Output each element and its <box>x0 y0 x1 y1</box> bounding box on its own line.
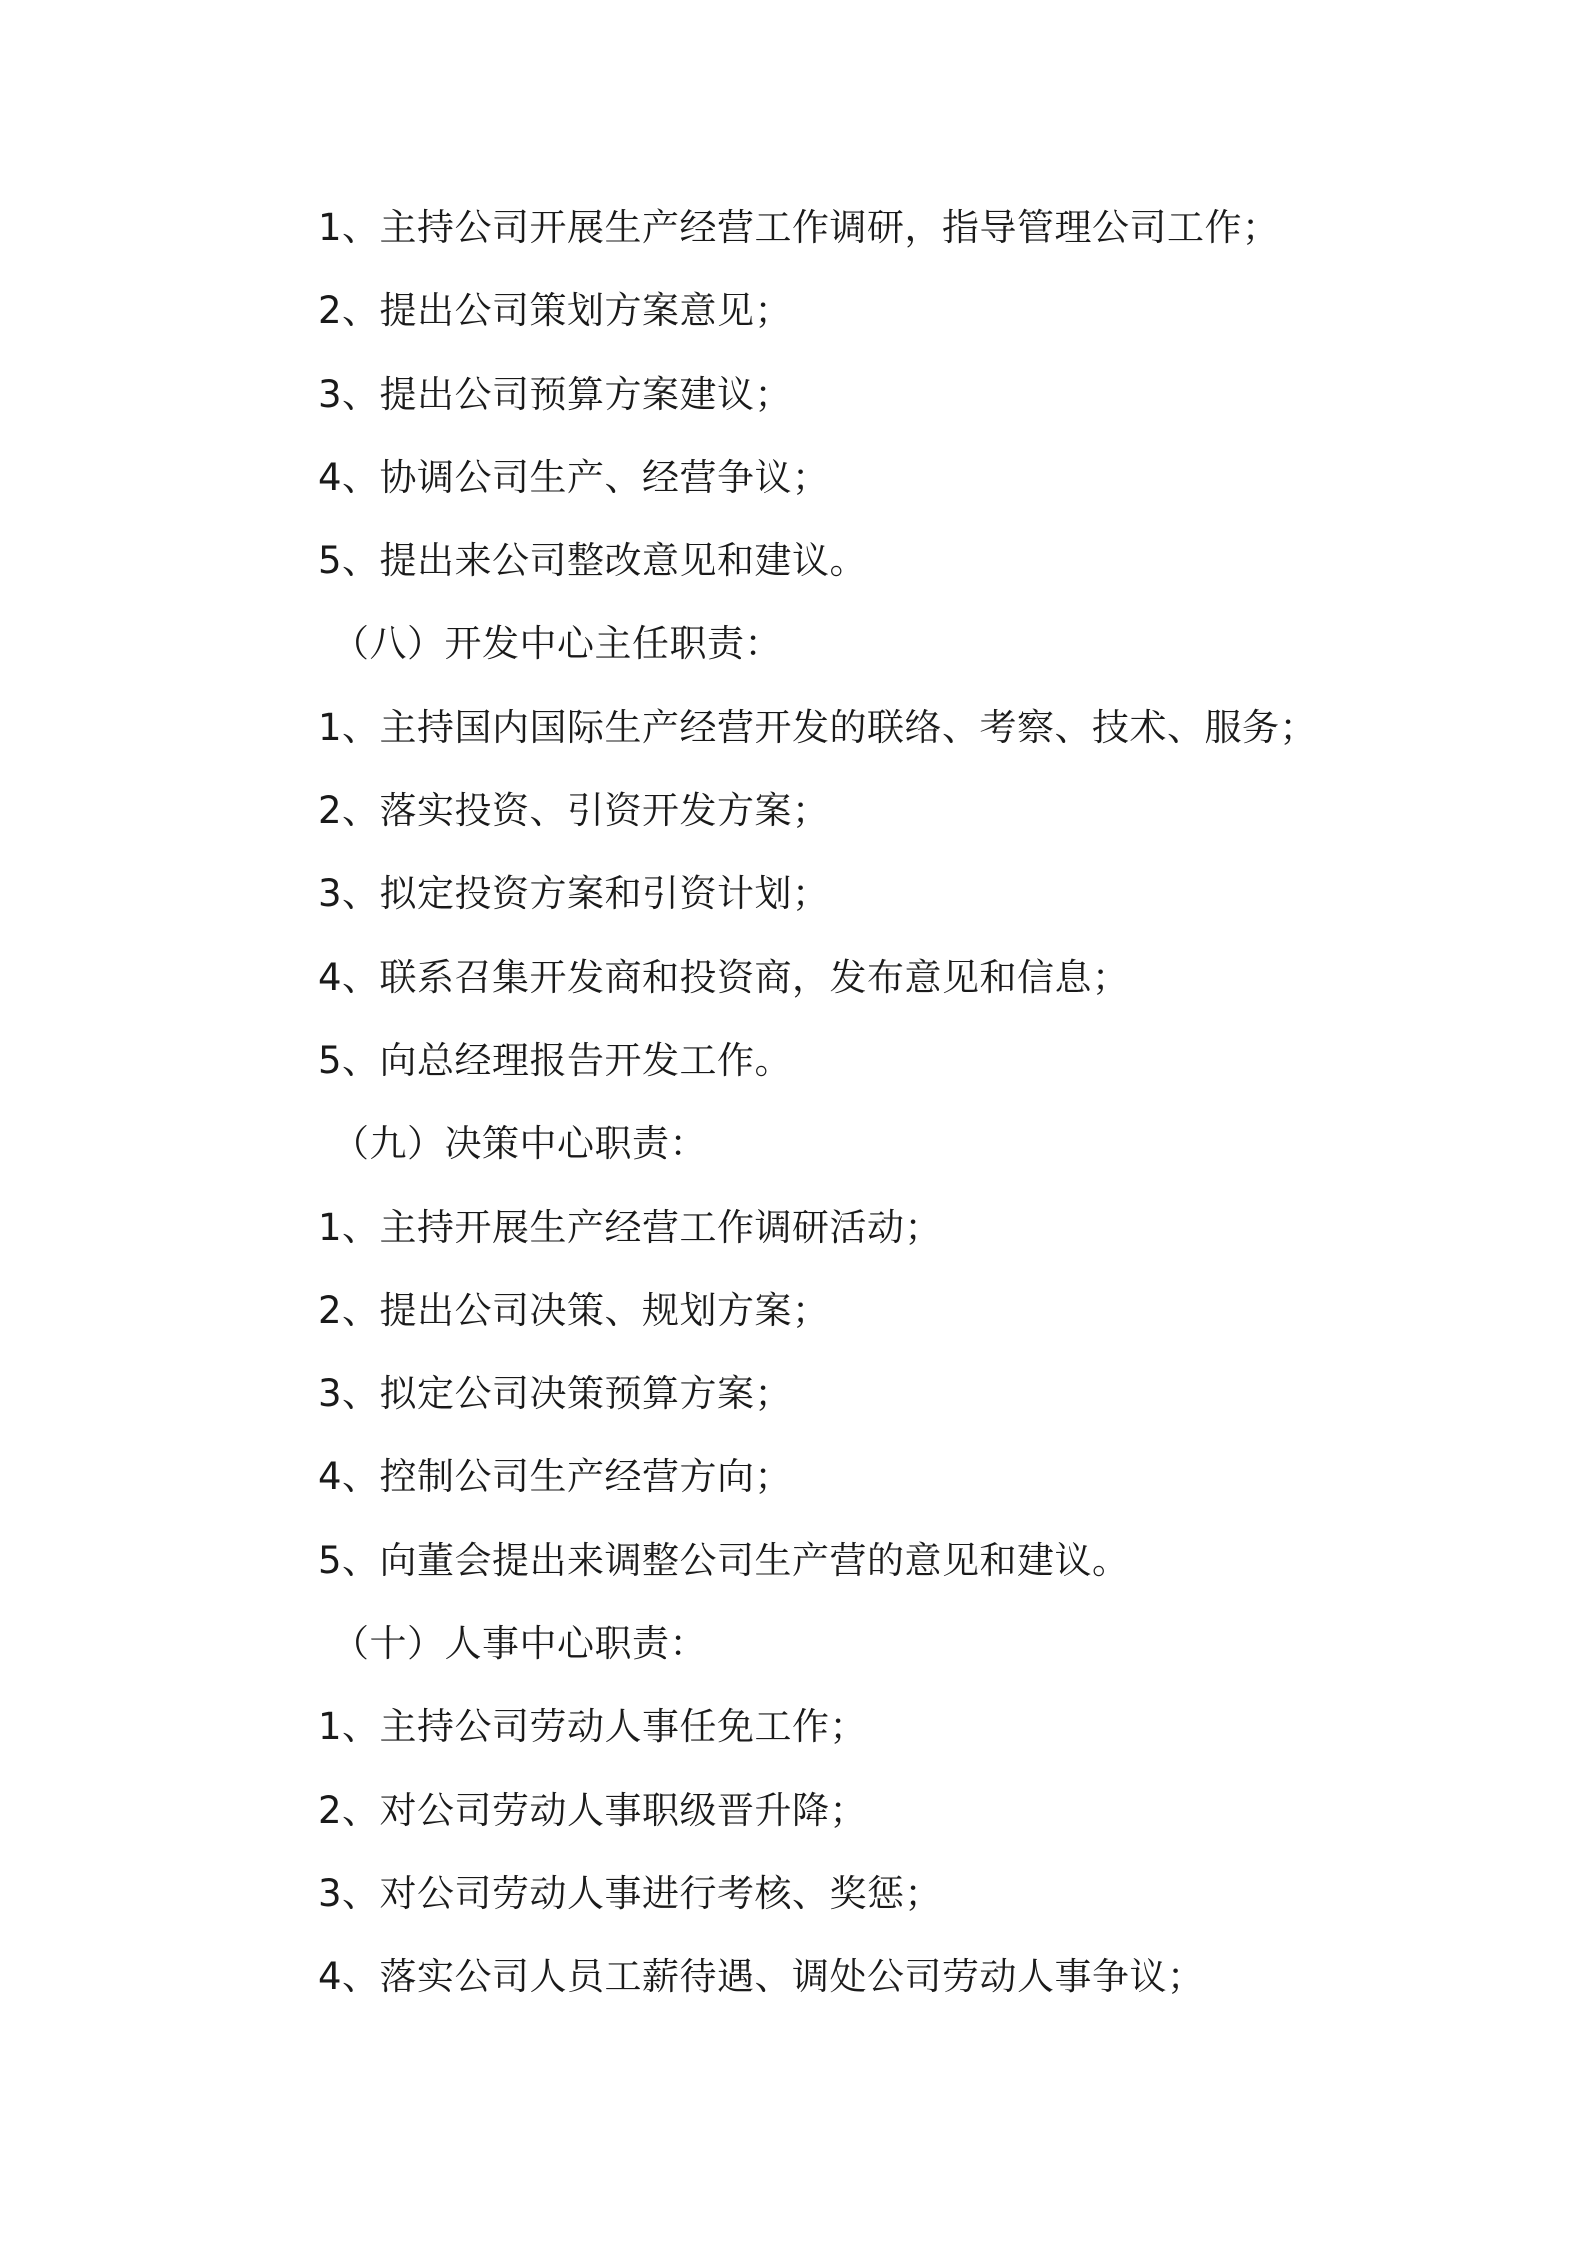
list-item-1: 1、主持公司开展生产经营工作调研，指导管理公司工作； <box>318 206 1280 249</box>
list-item-5: 5、向董会提出来调整公司生产营的意见和建议。 <box>318 1538 1130 1582</box>
list-item-5: 5、向总经理报告开发工作。 <box>318 1038 793 1082</box>
list-item-3: 3、对公司劳动人事进行考核、奖惩； <box>318 1871 943 1915</box>
list-item-4: 4、联系召集开发商和投资商，发布意见和信息； <box>318 955 1130 999</box>
list-item-2: 2、落实投资、引资开发方案； <box>318 789 830 833</box>
document-body <box>318 198 1418 2031</box>
list-item-3: 3、提出公司预算方案建议； <box>318 372 793 416</box>
list-item-3: 3、拟定投资方案和引资计划； <box>318 872 830 916</box>
list-item-3: 3、拟定公司决策预算方案； <box>318 1372 793 1416</box>
list-item-5: 5、提出来公司整改意见和建议。 <box>318 539 868 583</box>
section-heading-9: （九）决策中心职责： <box>332 1122 707 1166</box>
list-item-2: 2、对公司劳动人事职级晋升降； <box>318 1788 868 1832</box>
list-item-4: 4、协调公司生产、经营争议； <box>318 455 830 499</box>
list-item-4: 4、控制公司生产经营方向； <box>318 1455 793 1499</box>
list-item-2: 2、提出公司决策、规划方案； <box>318 1288 830 1332</box>
list-item-2: 2、提出公司策划方案意见； <box>318 289 793 333</box>
section-heading-8: （八）开发中心主任职责： <box>332 622 782 666</box>
list-item-1: 1、主持公司劳动人事任免工作； <box>318 1705 868 1749</box>
list-item-1: 1、主持开展生产经营工作调研活动； <box>318 1205 943 1249</box>
section-heading-10: （十）人事中心职责： <box>332 1622 707 1666</box>
list-item-1: 1、主持国内国际生产经营开发的联络、考察、技术、服务； <box>318 705 1318 749</box>
list-item-4: 4、落实公司人员工薪待遇、调处公司劳动人事争议； <box>318 1955 1205 1999</box>
